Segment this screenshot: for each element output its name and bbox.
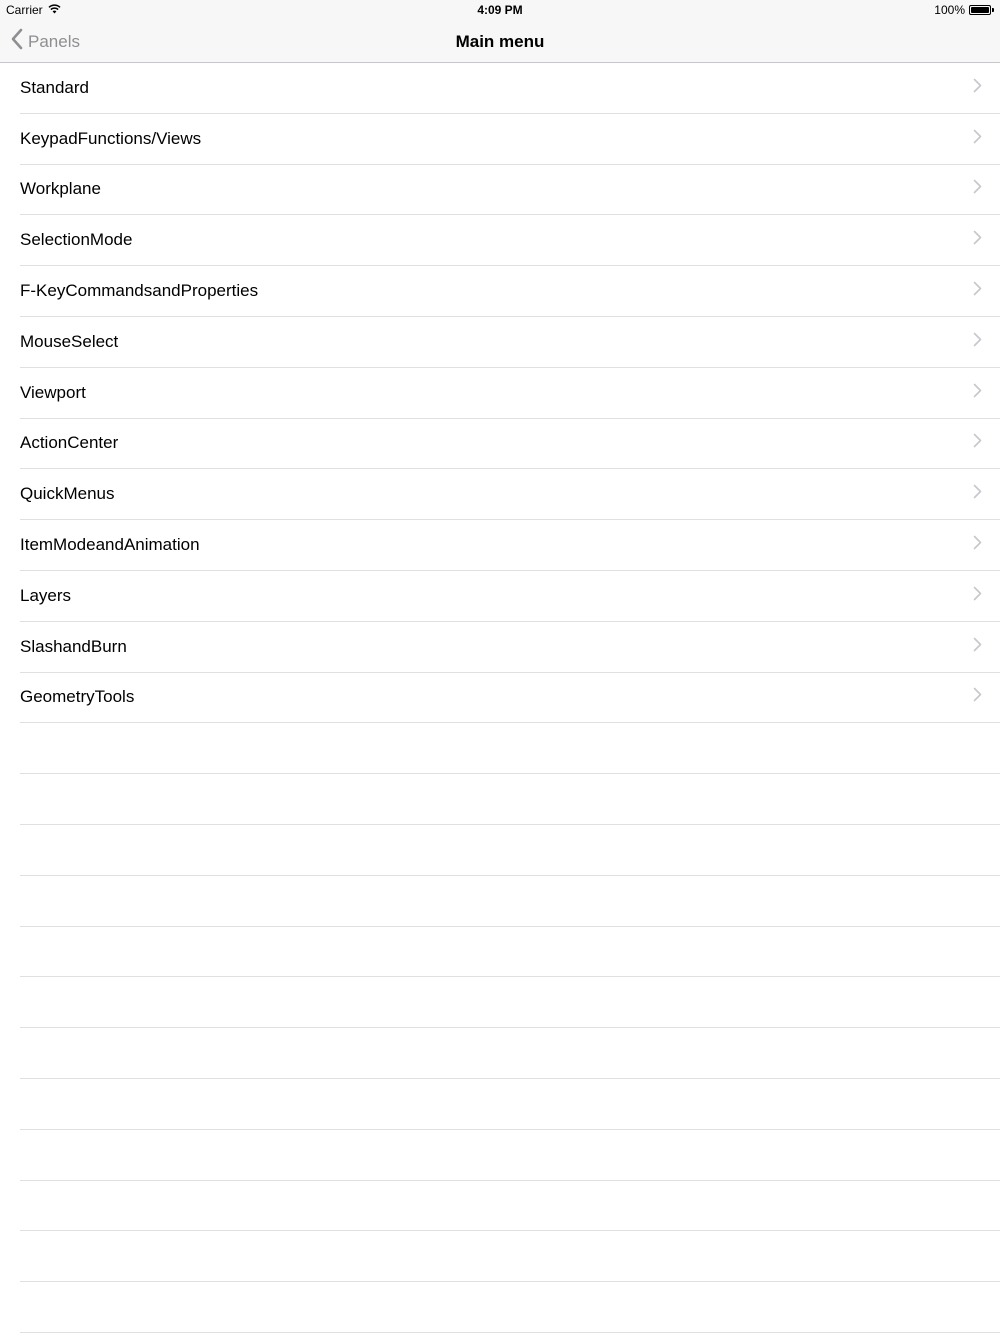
battery-percent: 100% bbox=[934, 3, 965, 17]
list-item-label: Workplane bbox=[20, 179, 101, 199]
page-title: Main menu bbox=[455, 32, 545, 51]
chevron-right-icon bbox=[973, 129, 982, 149]
menu-item-5[interactable] bbox=[20, 317, 1000, 368]
navigation-bar bbox=[0, 20, 1000, 63]
carrier-label: Carrier bbox=[6, 3, 43, 17]
empty-row bbox=[20, 1181, 1000, 1232]
chevron-right-icon bbox=[973, 78, 982, 98]
main-menu-list bbox=[0, 63, 1000, 1333]
status-right bbox=[934, 3, 994, 17]
chevron-right-icon bbox=[973, 179, 982, 199]
battery-icon bbox=[969, 5, 991, 15]
empty-row bbox=[20, 1282, 1000, 1333]
chevron-right-icon bbox=[973, 230, 982, 250]
empty-row bbox=[20, 927, 1000, 978]
list-item-label: ItemModeandAnimation bbox=[20, 535, 200, 555]
status-bar bbox=[0, 0, 1000, 20]
menu-item-1[interactable] bbox=[20, 114, 1000, 165]
menu-item-4[interactable] bbox=[20, 266, 1000, 317]
list-item-label: ActionCenter bbox=[20, 433, 119, 453]
empty-row bbox=[20, 1130, 1000, 1181]
menu-item-10[interactable] bbox=[20, 571, 1000, 622]
menu-item-0[interactable] bbox=[20, 63, 1000, 114]
chevron-left-icon bbox=[10, 28, 24, 55]
menu-item-11[interactable] bbox=[20, 622, 1000, 673]
empty-row bbox=[20, 723, 1000, 774]
chevron-right-icon bbox=[973, 281, 982, 301]
back-button[interactable] bbox=[10, 20, 80, 63]
battery-fill bbox=[971, 7, 989, 13]
list-item-label: Layers bbox=[20, 585, 72, 605]
menu-item-2[interactable] bbox=[20, 165, 1000, 216]
empty-row bbox=[20, 1079, 1000, 1130]
chevron-right-icon bbox=[973, 535, 982, 555]
status-time: 4:09 PM bbox=[477, 3, 523, 17]
list-item-label: SelectionMode bbox=[20, 230, 133, 250]
list-item-label: GeometryTools bbox=[20, 687, 135, 707]
list-item-label: SlashandBurn bbox=[20, 636, 127, 656]
chevron-right-icon bbox=[973, 586, 982, 606]
menu-item-12[interactable] bbox=[20, 673, 1000, 724]
back-button-label: Panels bbox=[28, 31, 80, 51]
list-item-label: KeypadFunctions/Views bbox=[20, 128, 202, 148]
chevron-right-icon bbox=[973, 687, 982, 707]
list-item-label: MouseSelect bbox=[20, 331, 119, 351]
chevron-right-icon bbox=[973, 484, 982, 504]
menu-item-6[interactable] bbox=[20, 368, 1000, 419]
menu-item-3[interactable] bbox=[20, 215, 1000, 266]
chevron-right-icon bbox=[973, 433, 982, 453]
empty-row bbox=[20, 774, 1000, 825]
battery-nub bbox=[992, 8, 994, 12]
list-item-label: F-KeyCommandsandProperties bbox=[20, 281, 259, 301]
empty-row bbox=[20, 1028, 1000, 1079]
list-item-label: Viewport bbox=[20, 382, 86, 402]
menu-item-7[interactable] bbox=[20, 419, 1000, 470]
empty-row bbox=[20, 1231, 1000, 1282]
chevron-right-icon bbox=[973, 637, 982, 657]
empty-row bbox=[20, 876, 1000, 927]
menu-item-8[interactable] bbox=[20, 469, 1000, 520]
list-item-label: QuickMenus bbox=[20, 484, 115, 504]
empty-row bbox=[20, 977, 1000, 1028]
list-item-label: Standard bbox=[20, 77, 89, 97]
chevron-right-icon bbox=[973, 383, 982, 403]
menu-item-9[interactable] bbox=[20, 520, 1000, 571]
empty-row bbox=[20, 825, 1000, 876]
chevron-right-icon bbox=[973, 332, 982, 352]
